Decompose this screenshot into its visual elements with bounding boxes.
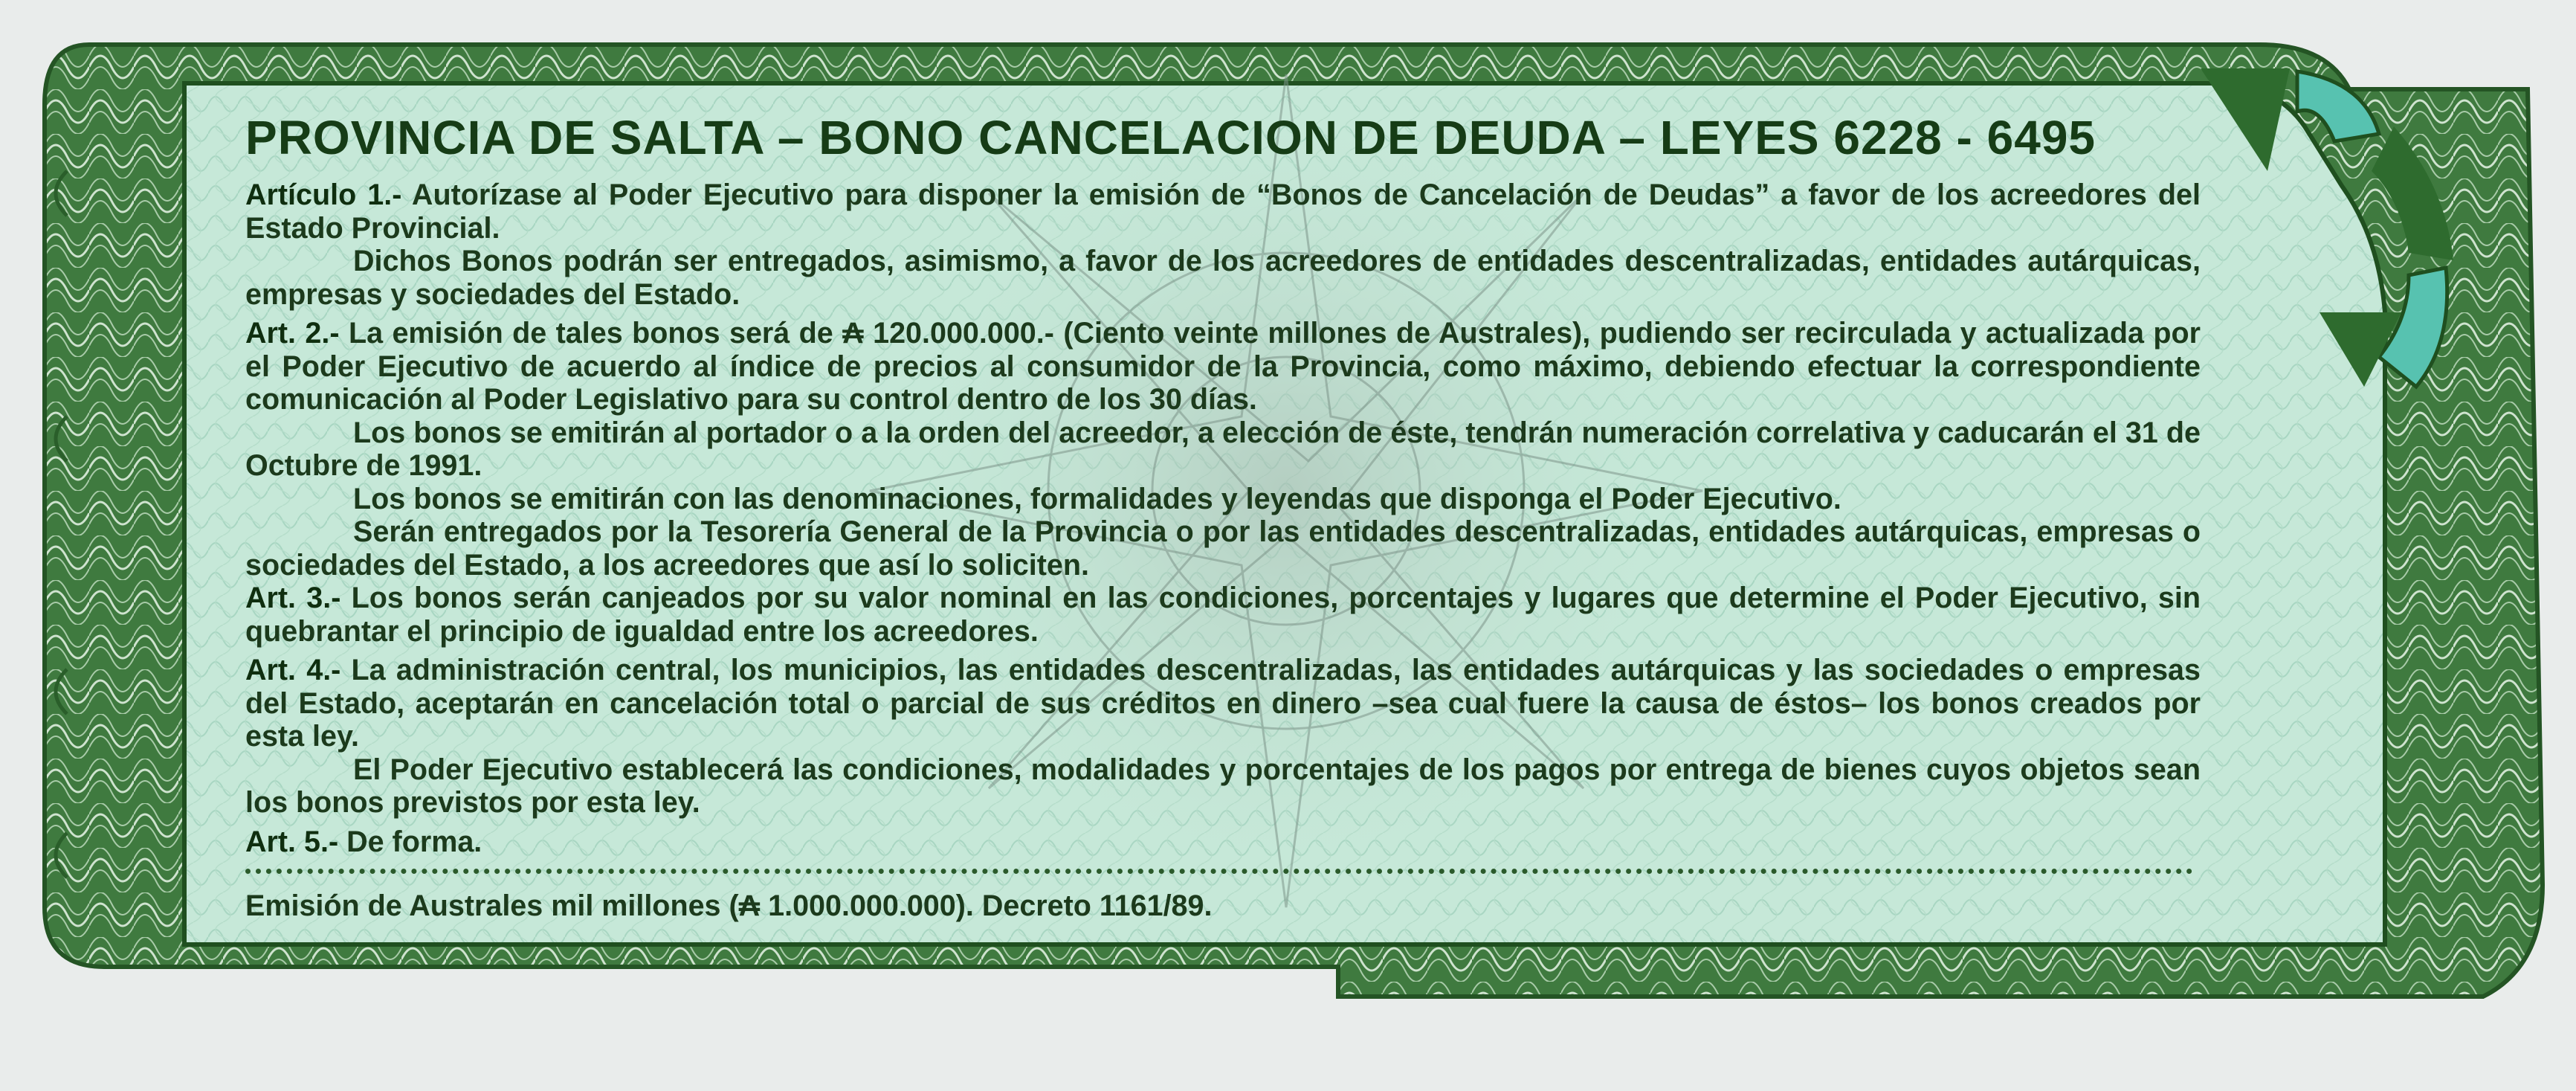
article-label: Art. 5.- [245,825,339,858]
article-label: Artículo 1.- [245,178,402,211]
paragraph-text: Los bonos se emitirán con las denominaciones, formalidades y leyendas que disponga el Poder Ejecutivo. [353,482,1841,515]
article-text: Los bonos serán canjeados por su valor nominal en las condiciones, porcentajes y lugares que determine el Poder Ejecutivo, sin quebrantar el principio de igualdad entre los acreedores. [245,582,2201,648]
paragraph [245,483,2201,516]
bond-title: PROVINCIA DE SALTA – BONO CANCELACION DE DEUDA – LEYES 6228 - 6495 [245,111,2096,164]
paragraph [245,245,2201,311]
article-label: Art. 2.- [245,317,340,350]
dotted-divider [245,869,2193,874]
law-text [245,178,2201,858]
paragraph-text: Dichos Bonos podrán ser entregados, asimismo, a favor de los acreedores de entidades descentralizadas, entidades autárquicas, empresas y sociedades del Estado. [245,245,2201,311]
article-label: Art. 3.- [245,582,341,614]
article-label: Art. 4.- [245,654,341,686]
article-text: La administración central, los municipios, las entidades descentralizadas, las entidades autárquicas y las sociedades o empresas del Estado, aceptarán en cancelación total o parcial de sus créditos en dinero –sea cual fuere la causa de éstos– los bonos creados por esta ley. [245,654,2201,753]
article-4 [245,654,2201,753]
article-text: La emisión de tales bonos será de ₳ 120.000.000.- (Ciento veinte millones de Australes), pudiendo ser recirculada y actualizada por el Poder Ejecutivo de acuerdo al índice de precios al consumidor de la Provincia, como máximo, debiendo efectuar la correspondiente comunicación al Poder Legislativo para su control dentro de los 30 días. [245,317,2201,416]
article-text: Autorízase al Poder Ejecutivo para disponer la emisión de “Bonos de Cancelación de Deudas” a favor de los acreedores del Estado Provincial. [245,178,2201,245]
article-text: De forma. [338,825,482,858]
paragraph [245,515,2201,582]
paragraph-text: Serán entregados por la Tesorería General de la Provincia o por las entidades descentralizadas, entidades autárquicas, empresas o sociedades del Estado, a los acreedores que así lo soliciten. [245,515,2201,582]
article-1 [245,178,2201,245]
paragraph [245,416,2201,483]
article-3 [245,582,2201,648]
article-2 [245,317,2201,416]
emission-footer: Emisión de Australes mil millones (₳ 1.000.000.000). Decreto 1161/89. [245,889,1213,922]
paragraph-text: Los bonos se emitirán al portador o a la orden del acreedor, a elección de éste, tendrán numeración correlativa y caducarán el 31 de Octubre de 1991. [245,416,2201,482]
paragraph-text: El Poder Ejecutivo establecerá las condiciones, modalidades y porcentajes de los pagos por entrega de bienes cuyos objetos sean los bonos previstos por esta ley. [245,753,2201,819]
paragraph [245,753,2201,820]
article-5 [245,826,2201,859]
